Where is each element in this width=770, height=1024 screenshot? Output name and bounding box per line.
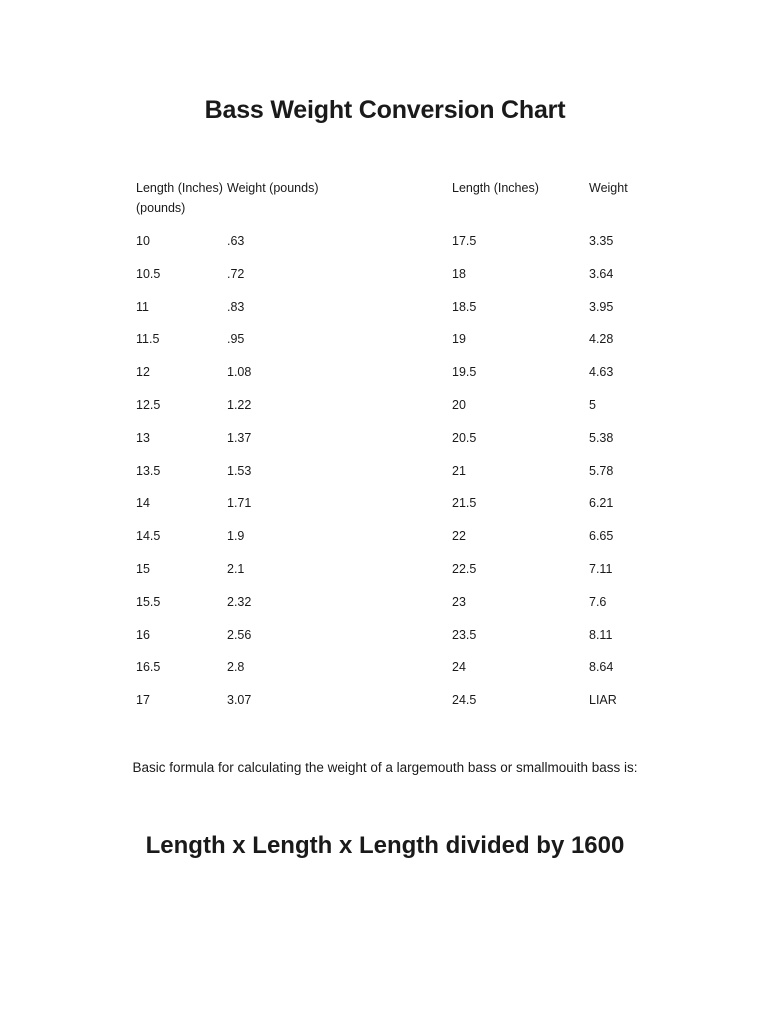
right-weight-cell: 5 — [589, 397, 596, 412]
right-length-cell: 18 — [452, 266, 466, 281]
header-right-weight: Weight — [589, 181, 628, 195]
right-weight-cell: 4.28 — [589, 332, 614, 347]
left-length-cell: 17 — [136, 693, 150, 708]
right-weight-cell: 6.65 — [589, 529, 614, 544]
right-weight-cell: 8.64 — [589, 660, 614, 675]
right-length-cell: 23 — [452, 594, 466, 609]
table-row — [0, 395, 770, 428]
header-right-length: Length (Inches) — [452, 181, 539, 195]
table-row — [0, 592, 770, 625]
left-weight-cell: 1.22 — [227, 397, 252, 412]
left-length-cell: 11 — [136, 299, 149, 314]
left-length-cell: 14.5 — [136, 529, 161, 544]
right-length-cell: 21 — [452, 463, 466, 478]
conversion-table — [0, 231, 770, 723]
page-title: Bass Weight Conversion Chart — [204, 96, 566, 124]
table-row — [0, 264, 770, 297]
header-left-weight-unit: (pounds) — [136, 201, 186, 215]
left-length-cell: 16 — [136, 627, 150, 642]
table-row — [0, 362, 770, 395]
right-weight-cell: 5.78 — [589, 463, 614, 478]
table-row — [0, 231, 770, 264]
right-weight-cell: 3.64 — [589, 266, 614, 281]
right-length-cell: 24 — [452, 660, 466, 675]
table-row — [0, 297, 770, 330]
left-length-cell: 15.5 — [136, 594, 161, 609]
table-row — [0, 461, 770, 494]
left-length-cell: 12 — [136, 365, 150, 380]
left-weight-cell: 2.32 — [227, 594, 252, 609]
right-weight-cell: 4.63 — [589, 365, 614, 380]
right-weight-cell: 6.21 — [589, 496, 614, 511]
table-row — [0, 625, 770, 658]
left-weight-cell: .95 — [227, 332, 245, 347]
table-row — [0, 559, 770, 592]
left-weight-cell: .83 — [227, 299, 245, 314]
left-length-cell: 13.5 — [136, 463, 161, 478]
left-weight-cell: 3.07 — [227, 693, 252, 708]
right-length-cell: 17.5 — [452, 234, 477, 248]
right-length-cell: 21.5 — [452, 496, 477, 511]
left-length-cell: 13 — [136, 430, 150, 445]
table-row — [0, 526, 770, 559]
right-length-cell: 18.5 — [452, 299, 477, 314]
header-left-weight: Weight (pounds) — [227, 181, 319, 195]
left-length-cell: 15 — [136, 561, 150, 576]
right-length-cell: 19 — [452, 332, 466, 347]
left-weight-cell: 2.1 — [227, 561, 245, 576]
table-row — [0, 428, 770, 461]
left-weight-cell: 1.53 — [227, 463, 252, 478]
left-length-cell: 11.5 — [136, 332, 160, 347]
table-row — [0, 690, 770, 723]
left-length-cell: 16.5 — [136, 660, 161, 675]
left-weight-cell: .72 — [227, 266, 245, 281]
left-weight-cell: 1.71 — [227, 496, 252, 511]
right-length-cell: 22.5 — [452, 561, 477, 576]
table-row — [0, 329, 770, 362]
formula-note: Basic formula for calculating the weight of a largemouth bass or smallmouith bass is: — [132, 760, 638, 775]
right-length-cell: 24.5 — [452, 693, 477, 708]
table-row — [0, 493, 770, 526]
table-row — [0, 657, 770, 690]
right-weight-cell: 7.11 — [589, 561, 613, 576]
left-weight-cell: 1.08 — [227, 365, 252, 380]
right-weight-cell: 8.11 — [589, 627, 613, 642]
header-left-length: Length (Inches) — [136, 181, 223, 195]
right-length-cell: 23.5 — [452, 627, 477, 642]
right-weight-cell: 3.95 — [589, 299, 614, 314]
left-weight-cell: .63 — [227, 234, 245, 248]
left-length-cell: 14 — [136, 496, 150, 511]
left-weight-cell: 2.56 — [227, 627, 252, 642]
right-weight-cell: 5.38 — [589, 430, 614, 445]
right-weight-cell: LIAR — [589, 693, 617, 708]
left-weight-cell: 1.9 — [227, 529, 245, 544]
right-length-cell: 20.5 — [452, 430, 477, 445]
right-weight-cell: 7.6 — [589, 594, 607, 609]
left-length-cell: 10 — [136, 234, 150, 248]
right-length-cell: 19.5 — [452, 365, 477, 380]
left-weight-cell: 1.37 — [227, 430, 252, 445]
left-length-cell: 12.5 — [136, 397, 161, 412]
right-length-cell: 22 — [452, 529, 466, 544]
left-length-cell: 10.5 — [136, 266, 161, 281]
right-weight-cell: 3.35 — [589, 234, 614, 248]
left-weight-cell: 2.8 — [227, 660, 245, 675]
right-length-cell: 20 — [452, 397, 466, 412]
formula: Length x Length x Length divided by 1600 — [145, 832, 625, 859]
